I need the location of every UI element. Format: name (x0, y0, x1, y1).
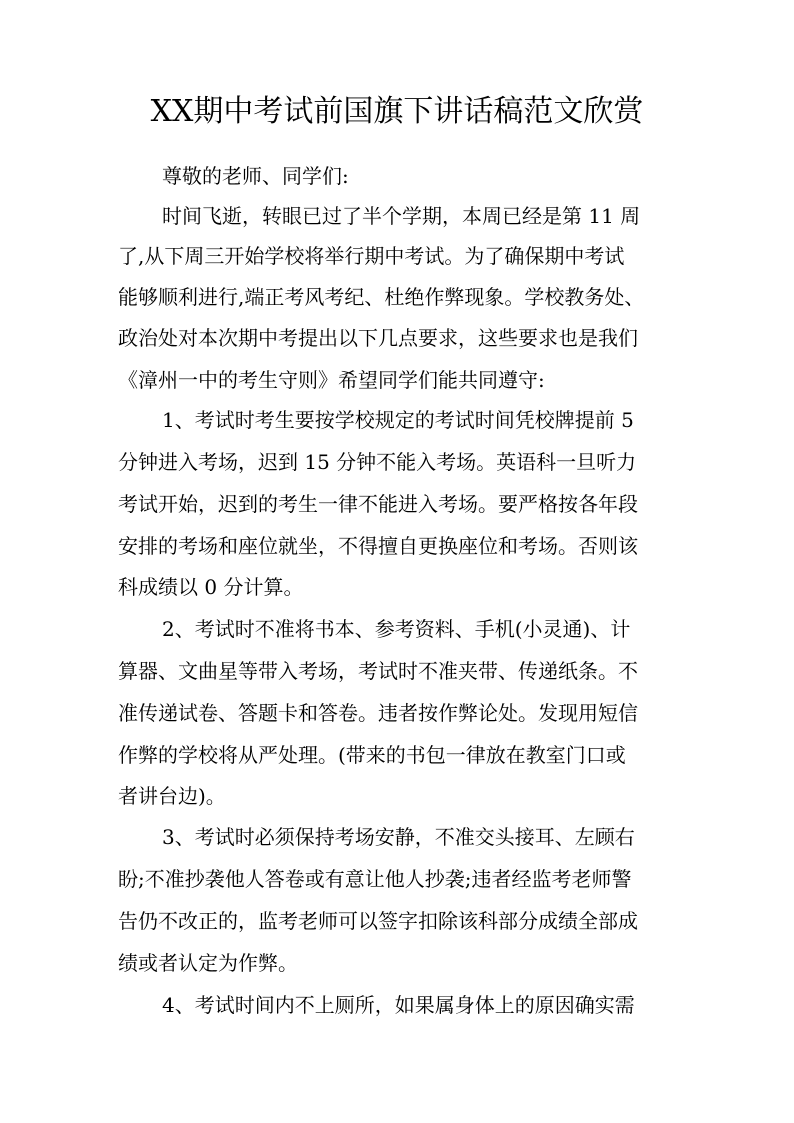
paragraph-line: 作弊的学校将从严处理。(带来的书包一律放在教室门口或 (118, 743, 626, 767)
paragraph-line: 4、考试时间内不上厕所，如果属身体上的原因确实需 (162, 993, 635, 1017)
paragraph-line: 1、考试时考生要按学校规定的考试时间凭校牌提前 5 (162, 408, 634, 432)
paragraph-line: 2、考试时不准将书本、参考资料、手机(小灵通)、计 (162, 617, 631, 641)
paragraph-line: 考试开始，迟到的考生一律不能进入考场。要严格按各年段 (118, 492, 638, 516)
paragraph-line: 时间飞逝，转眼已过了半个学期，本周已经是第 11 周 (162, 204, 641, 228)
paragraph-line: 《漳州一中的考生守则》希望同学们能共同遵守: (118, 368, 545, 392)
paragraph-line: 告仍不改正的，监考老师可以签字扣除该科部分成绩全部成 (118, 909, 638, 933)
salutation: 尊敬的老师、同学们: (162, 164, 349, 188)
paragraph-line: 绩或者认定为作弊。 (118, 951, 298, 975)
paragraph-line: 3、考试时必须保持考场安静，不准交头接耳、左顾右 (162, 825, 635, 849)
document-title: XX期中考试前国旗下讲话稿范文欣赏 (150, 94, 644, 129)
paragraph-line: 盼;不准抄袭他人答卷或有意让他人抄袭;违者经监考老师警 (118, 867, 632, 891)
paragraph-line: 了,从下周三开始学校将举行期中考试。为了确保期中考试 (118, 244, 625, 268)
paragraph-line: 科成绩以 0 分计算。 (118, 575, 304, 599)
paragraph-line: 安排的考场和座位就坐，不得擅自更换座位和考场。否则该 (118, 534, 638, 558)
paragraph-line: 准传递试卷、答题卡和答卷。违者按作弊论处。发现用短信 (118, 701, 638, 725)
paragraph-line: 政治处对本次期中考提出以下几点要求，这些要求也是我们 (118, 326, 638, 350)
paragraph-line: 算器、文曲星等带入考场，考试时不准夹带、传递纸条。不 (118, 659, 638, 683)
paragraph-line: 者讲台边)。 (118, 784, 226, 808)
paragraph-line: 能够顺利进行,端正考风考纪、杜绝作弊现象。学校教务处、 (118, 285, 645, 309)
paragraph-line: 分钟进入考场，迟到 15 分钟不能入考场。英语科一旦听力 (118, 450, 637, 474)
